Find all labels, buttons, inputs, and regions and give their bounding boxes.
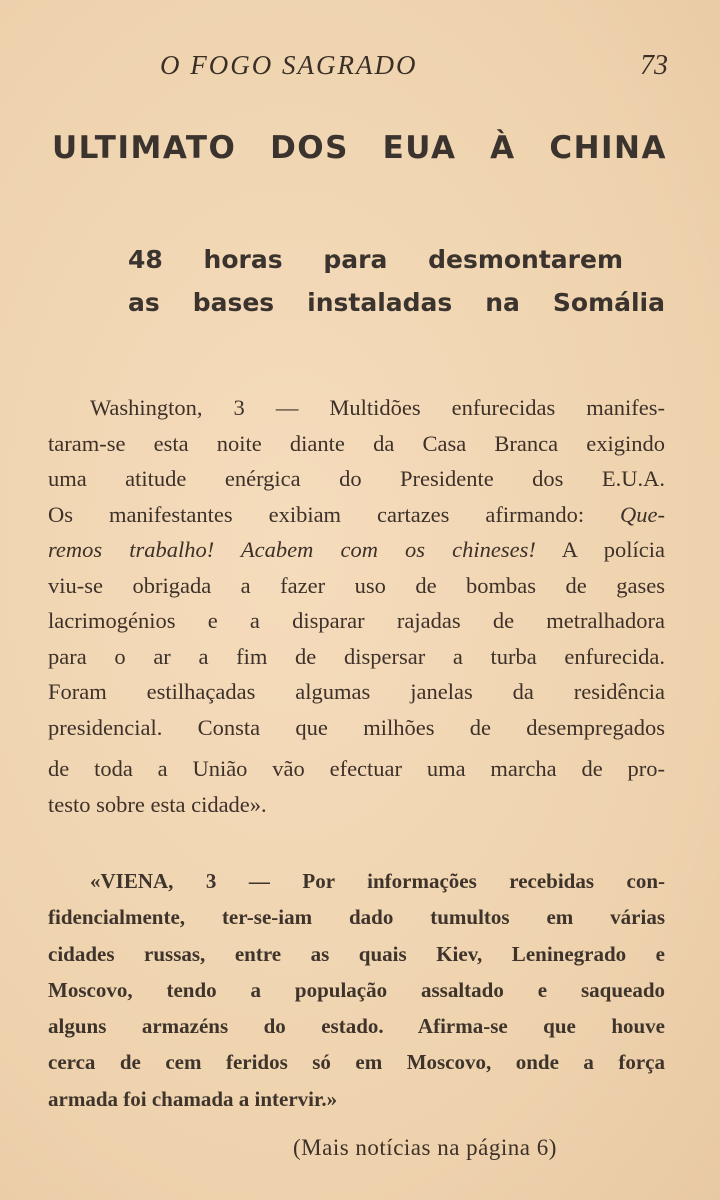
text-line: taram-se esta noite diante da Casa Branca exigindo (48, 430, 665, 456)
text-line: para o ar a fim de dispersar a turba enfurecida. (48, 643, 665, 669)
subheadline-line: 48 horas para desmontarem (128, 245, 623, 274)
subheadline (128, 238, 665, 324)
text-line: presidencial. Consta que milhões de desempregados (48, 714, 665, 740)
text-line: Moscovo, tendo a população assaltado e saqueado (48, 977, 665, 1002)
paragraph-washington (48, 390, 665, 822)
text-line: cidades russas, entre as quais Kiev, Leninegrado e (48, 941, 665, 966)
text-line: lacrimogénios e a disparar rajadas de metralhadora (48, 608, 665, 633)
text-line (48, 497, 665, 533)
text-line: alguns armazéns do estado. Afirma-se que houve (48, 1014, 665, 1039)
headline: ULTIMATO DOS EUA À CHINA (52, 130, 667, 166)
continuation-note: (Mais notícias na página 6) (293, 1135, 557, 1160)
text-line: de toda a União vão efectuar uma marcha de pro- (48, 756, 665, 781)
text-line: fidencialmente, ter-se-iam dado tumultos em várias (48, 905, 665, 930)
page-number: 73 (640, 50, 668, 81)
text-line: armada foi chamada a intervir.» (48, 1086, 338, 1111)
text-segment: Os manifestantes exibiam cartazes afirmando: (48, 501, 585, 527)
text-line: Foram estilhaçadas algumas janelas da residência (48, 679, 665, 704)
italic-quote: remos trabalho! Acabem com os chineses! (48, 537, 536, 562)
italic-quote: Que- (620, 501, 665, 527)
text-line: cerca de cem feridos só em Moscovo, onde a força (48, 1050, 665, 1075)
text-line: testo sobre esta cidade». (48, 791, 267, 817)
subheadline-line: as bases instaladas na Somália (128, 288, 665, 317)
paragraph-viena (48, 863, 665, 1117)
text-segment: A polícia (561, 537, 666, 562)
text-line: Washington, 3 — Multidões enfurecidas manifes- (90, 395, 665, 420)
text-line (48, 532, 665, 568)
text-line: «VIENA, 3 — Por informações recebidas con- (90, 869, 665, 893)
text-line: uma atitude enérgica do Presidente dos E.U.A. (48, 466, 665, 491)
running-title: O FOGO SAGRADO (160, 50, 418, 80)
text-line: viu-se obrigada a fazer uso de bombas de gases (48, 572, 665, 598)
